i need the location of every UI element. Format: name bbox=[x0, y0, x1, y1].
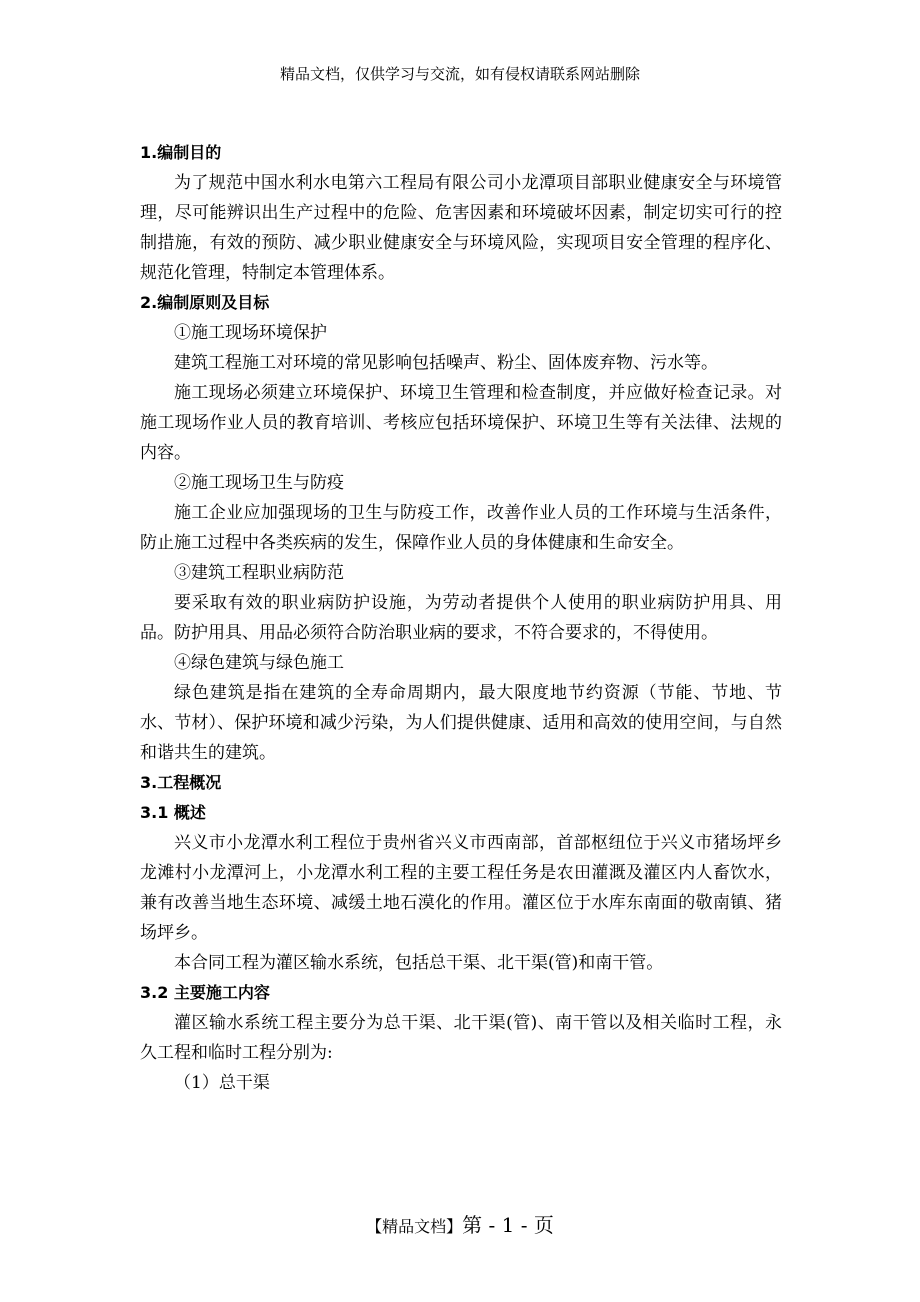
list-item-heading: ④绿色建筑与绿色施工 bbox=[174, 653, 344, 673]
section-heading-1: 1.编制目的 bbox=[140, 143, 222, 162]
paragraph: 为了规范中国水利水电第六工程局有限公司小龙潭项目部职业健康安全与环境管理，尽可能辨识出生产过程中的危险、危害因素和环境破坏因素，制定切实可行的控制措施，有效的预防、减少职业健康安全与环境风险，实现项目安全管理的程序化、规范化管理，特制定本管理体系。 bbox=[140, 173, 782, 283]
page-footer bbox=[0, 1211, 920, 1241]
paragraph: 要采取有效的职业病防护设施，为劳动者提供个人使用的职业病防护用具、用品。防护用具、用品必须符合防治职业病的要求，不符合要求的，不得使用。 bbox=[140, 593, 782, 643]
section-heading-2: 2.编制原则及目标 bbox=[140, 293, 270, 312]
paragraph: 绿色建筑是指在建筑的全寿命周期内，最大限度地节约资源（节能、节地、节水、节材）、保护环境和减少污染，为人们提供健康、适用和高效的使用空间，与自然和谐共生的建筑。 bbox=[140, 683, 782, 763]
list-item-heading: ②施工现场卫生与防疫 bbox=[174, 473, 344, 493]
paragraph: 施工企业应加强现场的卫生与防疫工作，改善作业人员的工作环境与生活条件，防止施工过程中各类疾病的发生，保障作业人员的身体健康和生命安全。 bbox=[140, 503, 782, 553]
list-item-heading: ③建筑工程职业病防范 bbox=[174, 563, 344, 583]
document-body bbox=[140, 138, 782, 1098]
list-item-heading: （1）总干渠 bbox=[174, 1073, 270, 1093]
subsection-heading-3-2: 3.2 主要施工内容 bbox=[140, 983, 270, 1002]
page-header: 精品文档，仅供学习与交流，如有侵权请联系网站删除 bbox=[279, 65, 640, 83]
paragraph: 灌区输水系统工程主要分为总干渠、北干渠(管)、南干管以及相关临时工程，永久工程和临时工程分别为: bbox=[140, 1013, 782, 1063]
list-item-heading: ①施工现场环境保护 bbox=[174, 323, 327, 343]
subsection-heading-3-1: 3.1 概述 bbox=[140, 803, 206, 822]
paragraph: 建筑工程施工对环境的常见影响包括噪声、粉尘、固体废弃物、污水等。 bbox=[174, 353, 718, 373]
page-number: 第 - 1 - 页 bbox=[462, 1213, 554, 1237]
section-heading-3: 3.工程概况 bbox=[140, 773, 222, 792]
paragraph: 本合同工程为灌区输水系统，包括总干渠、北干渠(管)和南干管。 bbox=[174, 953, 664, 973]
footer-tag: 【精品文档】 bbox=[366, 1217, 463, 1236]
paragraph: 兴义市小龙潭水利工程位于贵州省兴义市西南部，首部枢纽位于兴义市猪场坪乡龙滩村小龙潭河上，小龙潭水利工程的主要工程任务是农田灌溉及灌区内人畜饮水，兼有改善当地生态环境、减缓土地石漠化的作用。灌区位于水库东南面的敬南镇、猪场坪乡。 bbox=[140, 833, 782, 943]
paragraph: 施工现场必须建立环境保护、环境卫生管理和检查制度，并应做好检查记录。对施工现场作业人员的教育培训、考核应包括环境保护、环境卫生等有关法律、法规的内容。 bbox=[140, 383, 782, 463]
